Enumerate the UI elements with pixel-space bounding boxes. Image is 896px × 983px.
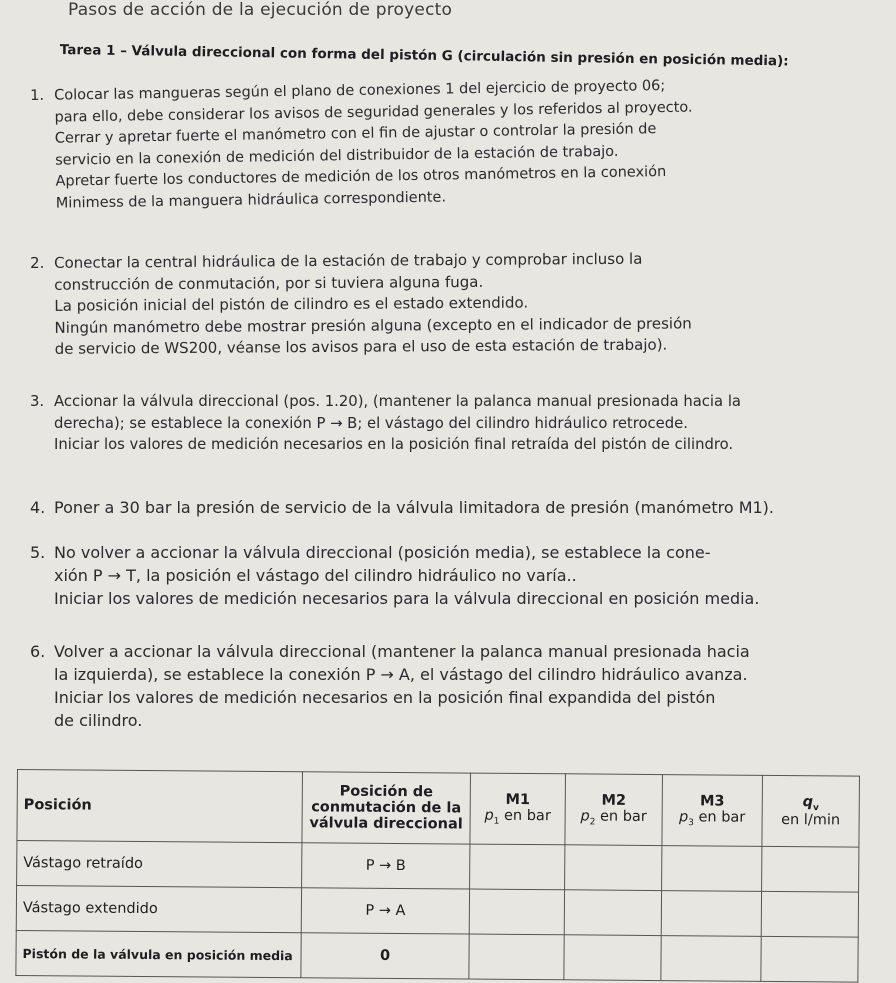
- cell-m3-input[interactable]: [662, 846, 762, 892]
- step-line: Accionar la válvula direccional (pos. 1.20), (mantener la palanca manual presionada hacia la: [54, 393, 741, 410]
- step-line: Cerrar y apretar fuerte el manómetro con el fin de ajustar o controlar la presión de: [54, 121, 657, 147]
- cell-qv-input[interactable]: [762, 846, 859, 892]
- header-title: M3: [699, 792, 725, 810]
- cell-m3-input[interactable]: [661, 936, 761, 982]
- header-title: M2: [601, 792, 627, 809]
- cell-qv-input[interactable]: [761, 891, 858, 937]
- header-unit: en bar: [499, 807, 551, 824]
- step-1: [30, 73, 862, 215]
- step-line: de servicio de WS200, véanse los avisos para el uso de esta estación de trabajo).: [54, 335, 668, 358]
- step-line: Poner a 30 bar la presión de servicio de la válvula limitadora de presión (manómetro M1).: [54, 498, 774, 517]
- header-posicion: Posición: [17, 770, 303, 843]
- step-line: servicio en la conexión de medición del distribuidor de la estación de trabajo.: [55, 143, 619, 169]
- cell-conmutacion: P → B: [302, 843, 470, 889]
- header-m2: [565, 774, 663, 846]
- step-line: la izquierda), se establece la conexión P → A, el vástago del cilindro hidráulico avanza.: [54, 665, 748, 684]
- cell-conmutacion: 0: [301, 933, 469, 979]
- step-line: Iniciar los valores de medición necesarios en la posición final expandida del pistón: [54, 688, 716, 707]
- header-unit: en bar: [693, 808, 746, 826]
- step-3: [30, 391, 860, 456]
- header-line: válvula direccional: [309, 815, 463, 833]
- pressure-symbol: p: [484, 807, 494, 824]
- header-line: Posición de: [339, 783, 434, 801]
- step-line: Iniciar los valores de medición necesarios en la posición final retraída del pistón de cilindro.: [54, 436, 734, 453]
- cell-qv-input[interactable]: [761, 936, 858, 982]
- table-header-row: [17, 770, 860, 848]
- step-number: 3.: [30, 393, 45, 410]
- header-m3: [662, 775, 763, 847]
- step-line: Minimess de la manguera hidráulica correspondiente.: [55, 188, 447, 212]
- cell-m2-input[interactable]: [564, 890, 661, 936]
- cell-m1-input[interactable]: [470, 844, 565, 890]
- cell-m3-input[interactable]: [661, 891, 761, 937]
- step-line: xión P → T, la posición el vástago del cilindro hidráulico no varía..: [54, 566, 577, 585]
- table-row: [16, 930, 858, 982]
- step-2: [30, 247, 861, 360]
- header-conmutacion: [302, 772, 471, 844]
- cell-posicion: Vástago extendido: [16, 886, 301, 933]
- header-m1: [470, 773, 566, 845]
- flow-symbol: q: [802, 793, 814, 810]
- step-number: 2.: [30, 253, 45, 272]
- step-line: para ello, debe considerar los avisos de seguridad generales y los referidos al proyecto.: [54, 99, 693, 126]
- table-row: [17, 841, 859, 893]
- step-number: 5.: [30, 543, 46, 562]
- pressure-subscript: 3: [688, 817, 694, 828]
- cell-m1-input[interactable]: [469, 934, 564, 980]
- step-line: Iniciar los valores de medición necesarios para la válvula direccional en posición media.: [54, 589, 760, 608]
- step-line: Ningún manómetro debe mostrar presión alguna (excepto en el indicador de presión: [54, 313, 692, 337]
- task-title: Tarea 1 – Válvula direccional con forma del pistón G (circulación sin presión en posición media):: [59, 42, 789, 70]
- cell-m2-input[interactable]: [564, 935, 661, 981]
- step-line: construcción de conmutación, por si tuviera alguna fuga.: [54, 272, 484, 294]
- pressure-symbol: p: [580, 807, 590, 825]
- header-qv: [762, 775, 860, 847]
- header-unit: en bar: [595, 808, 647, 825]
- step-line: Apretar fuerte los conductores de medición de los otros manómetros en la conexión: [55, 164, 667, 190]
- pressure-subscript: 2: [589, 816, 596, 827]
- flow-subscript: v: [812, 802, 819, 813]
- pressure-symbol: p: [678, 808, 689, 825]
- step-number: 4.: [30, 498, 46, 517]
- step-number: 1.: [30, 87, 45, 104]
- cell-m1-input[interactable]: [469, 889, 564, 935]
- step-line: No volver a accionar la válvula direccional (posición media), se establece la cone-: [54, 543, 711, 562]
- step-4: [30, 497, 860, 519]
- header-title: M1: [505, 791, 531, 808]
- cell-posicion: Vástago retraído: [17, 841, 302, 888]
- cell-conmutacion: P → A: [301, 888, 469, 934]
- measurement-table: [15, 769, 860, 983]
- table-row: [16, 886, 858, 938]
- cell-m2-input[interactable]: [565, 845, 662, 891]
- step-line: Volver a accionar la válvula direccional (mantener la palanca manual presionada hacia: [54, 642, 750, 661]
- cell-posicion: Pistón de la válvula en posición media: [16, 930, 301, 977]
- step-line: Conectar la central hidráulica de la estación de trabajo y comprobar incluso la: [54, 249, 643, 272]
- step-6: [30, 640, 860, 732]
- step-5: [30, 541, 860, 610]
- step-number: 6.: [30, 642, 46, 661]
- page-header: Pasos de acción de la ejecución de proyecto: [68, 0, 453, 20]
- step-line: de cilindro.: [54, 711, 143, 730]
- header-unit: en l/min: [781, 812, 841, 829]
- header-line: conmutación de la: [311, 799, 462, 817]
- step-line: Colocar las mangueras según el plano de conexiones 1 del ejercicio de proyecto 06;: [54, 78, 666, 104]
- pressure-subscript: 1: [493, 816, 500, 827]
- step-line: La posición inicial del pistón de cilindro es el estado extendido.: [54, 293, 529, 315]
- step-line: derecha); se establece la conexión P → B; el vástago del cilindro hidráulico retrocede.: [54, 414, 688, 432]
